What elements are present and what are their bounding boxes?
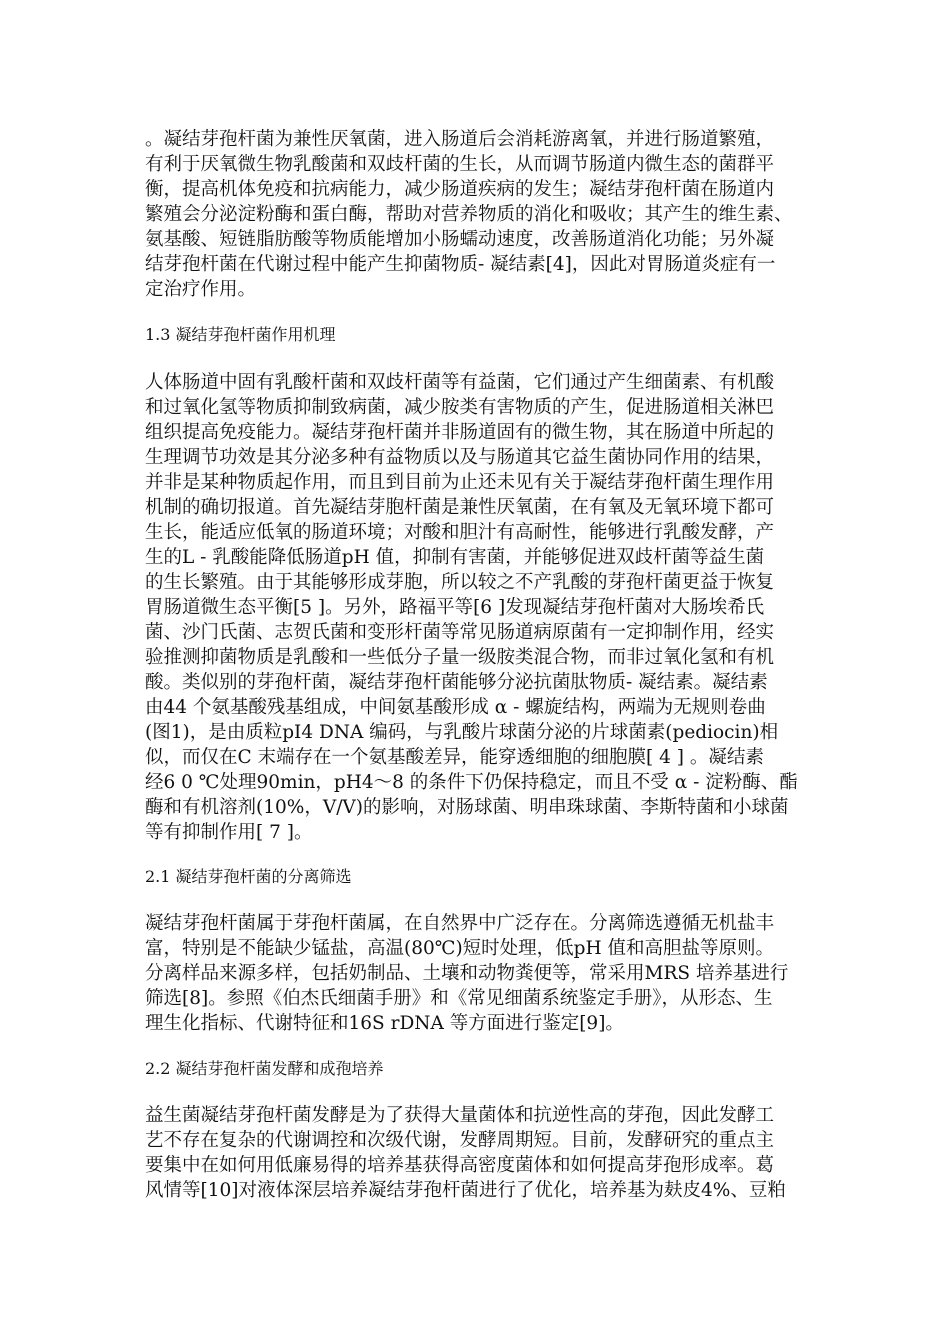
text-line: 。凝结芽孢杆菌为兼性厌氧菌，进入肠道后会消耗游离氧，并进行肠道繁殖， [145, 129, 775, 150]
text-line: 理生化指标、代谢特征和16S rDNA 等方面进行鉴定[9]。 [145, 1013, 624, 1034]
section-heading-2-1: 2.1 凝结芽孢杆菌的分离筛选 [145, 867, 352, 886]
text-line: 组织提高免疫能力。凝结芽孢杆菌并非肠道固有的微生物，其在肠道中所起的 [145, 422, 775, 443]
text-line: (图1)，是由质粒pI4 DNA 编码，与乳酸片球菌分泌的片球菌素(pediocin)相 [145, 722, 779, 743]
text-line: 风情等[10]对液体深层培养凝结芽孢杆菌进行了优化，培养基为麸皮4%、豆粕 [145, 1180, 786, 1201]
text-line: 并非是某种物质起作用，而且到目前为止还未见有关于凝结芽孢杆菌生理作用 [145, 472, 775, 493]
text-line: 定治疗作用。 [145, 279, 257, 300]
text-line: 有利于厌氧微生物乳酸菌和双歧杆菌的生长，从而调节肠道内微生态的菌群平 [145, 154, 775, 175]
text-line: 酶和有机溶剂(10%，V/V)的影响，对肠球菌、明串珠球菌、李斯特菌和小球菌 [145, 797, 789, 818]
text-line: 由44 个氨基酸残基组成，中间氨基酸形成 α - 螺旋结构，两端为无规则卷曲 [145, 697, 766, 718]
text-line: 人体肠道中固有乳酸杆菌和双歧杆菌等有益菌，它们通过产生细菌素、有机酸 [145, 372, 775, 393]
text-line: 益生菌凝结芽孢杆菌发酵是为了获得大量菌体和抗逆性高的芽孢，因此发酵工 [145, 1105, 775, 1126]
text-line: 艺不存在复杂的代谢调控和次级代谢，发酵周期短。目前，发酵研究的重点主 [145, 1130, 775, 1151]
text-line: 生理调节功效是其分泌多种有益物质以及与肠道其它益生菌协同作用的结果， [145, 447, 775, 468]
text-line: 凝结芽孢杆菌属于芽孢杆菌属，在自然界中广泛存在。分离筛选遵循无机盐丰 [145, 913, 775, 934]
text-line: 富，特别是不能缺少锰盐，高温(80℃)短时处理，低pH 值和高胆盐等原则。 [145, 938, 775, 959]
text-line: 菌、沙门氏菌、志贺氏菌和变形杆菌等常见肠道病原菌有一定抑制作用，经实 [145, 622, 775, 643]
text-line: 要集中在如何用低廉易得的培养基获得高密度菌体和如何提高芽孢形成率。葛 [145, 1155, 775, 1176]
text-line: 繁殖会分泌淀粉酶和蛋白酶，帮助对营养物质的消化和吸收；其产生的维生素、 [145, 204, 793, 225]
text-line: 似，而仅在C 末端存在一个氨基酸差异，能穿透细胞的细胞膜[ 4 ] 。凝结素 [145, 747, 764, 768]
text-line: 结芽孢杆菌在代谢过程中能产生抑菌物质- 凝结素[4]，因此对胃肠道炎症有一 [145, 254, 776, 275]
text-line: 生长，能适应低氧的肠道环境；对酸和胆汁有高耐性，能够进行乳酸发酵，产 [145, 522, 775, 543]
text-line: 酸。类似别的芽孢杆菌，凝结芽孢杆菌能够分泌抗菌肽物质- 凝结素。凝结素 [145, 672, 768, 693]
text-line: 经6 0 ℃处理90min，pH4～8 的条件下仍保持稳定，而且不受 α - 淀粉酶、酯 [145, 772, 798, 793]
text-line: 胃肠道微生态平衡[5 ]。另外，路福平等[6 ]发现凝结芽孢杆菌对大肠埃希氏 [145, 597, 765, 618]
text-line: 机制的确切报道。首先凝结芽胞杆菌是兼性厌氧菌，在有氧及无氧环境下都可 [145, 497, 775, 518]
text-line: 和过氧化氢等物质抑制致病菌，减少胺类有害物质的产生，促进肠道相关淋巴 [145, 397, 775, 418]
text-line: 等有抑制作用[ 7 ]。 [145, 822, 313, 843]
text-line: 分离样品来源多样，包括奶制品、土壤和动物粪便等，常采用MRS 培养基进行 [145, 963, 789, 984]
text-line: 筛选[8]。参照《伯杰氏细菌手册》和《常见细菌系统鉴定手册》，从形态、生 [145, 988, 773, 1009]
section-heading-1-3: 1.3 凝结芽孢杆菌作用机理 [145, 325, 336, 344]
text-line: 生的L - 乳酸能降低肠道pH 值，抑制有害菌，并能够促进双歧杆菌等益生菌 [145, 547, 765, 568]
text-line: 验推测抑菌物质是乳酸和一些低分子量一级胺类混合物，而非过氧化氢和有机 [145, 647, 775, 668]
text-line: 衡，提高机体免疫和抗病能力，减少肠道疾病的发生；凝结芽孢杆菌在肠道内 [145, 179, 775, 200]
section-heading-2-2: 2.2 凝结芽孢杆菌发酵和成孢培养 [145, 1059, 384, 1078]
text-line: 氨基酸、短链脂肪酸等物质能增加小肠蠕动速度，改善肠道消化功能；另外凝 [145, 229, 775, 250]
text-line: 的生长繁殖。由于其能够形成芽胞，所以较之不产乳酸的芽孢杆菌更益于恢复 [145, 572, 775, 593]
